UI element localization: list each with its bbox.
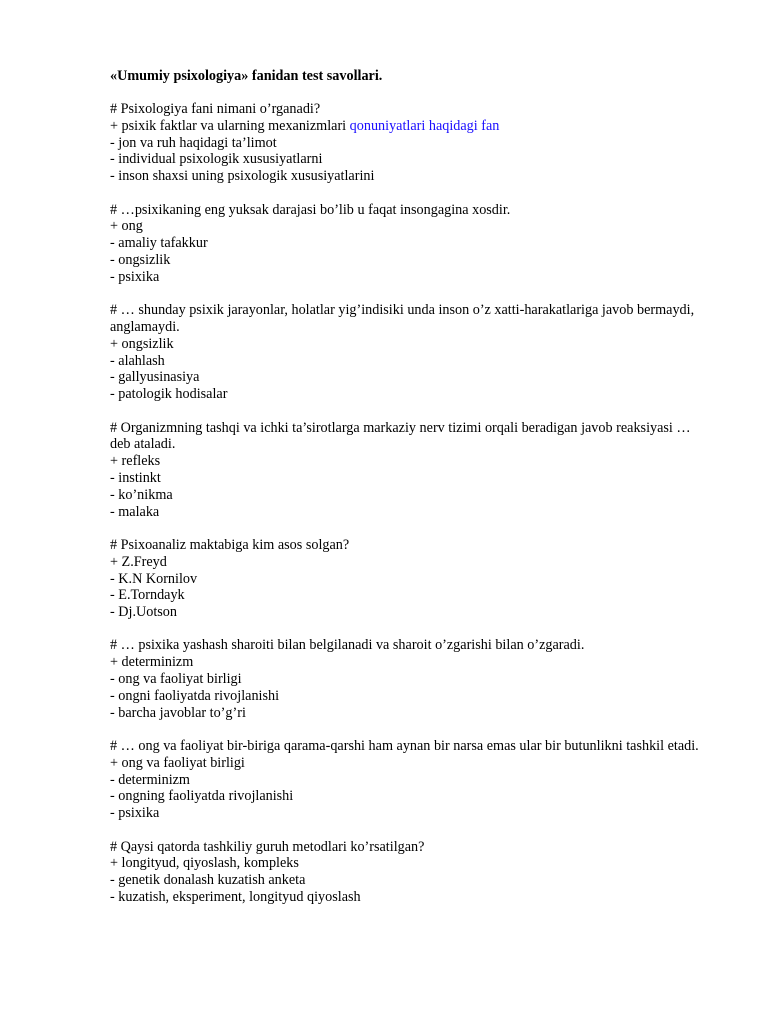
correct-answer: + determinizm <box>110 654 194 671</box>
answer-option: - jon va ruh haqidagi ta’limot <box>110 134 277 151</box>
answer-option: - ongsizlik <box>110 251 171 268</box>
question-block-4 <box>110 420 700 521</box>
question-block-5 <box>110 537 700 621</box>
question-text: # Psixologiya fani nimani o’rganadi? <box>110 101 321 117</box>
hyperlink-text[interactable]: qonuniyatlari haqidagi fan <box>349 117 500 134</box>
question-block-2 <box>110 202 700 286</box>
correct-answer: + longityud, qiyoslash, kompleks <box>110 855 299 872</box>
answer-option: - ongning faoliyatda rivojlanishi <box>110 788 294 805</box>
correct-answer-text: + psixik faktlar va ularning mexanizmlari <box>110 117 350 134</box>
question-block-1 <box>110 101 700 185</box>
answer-option: - malaka <box>110 503 160 520</box>
correct-answer: + Z.Freyd <box>110 553 167 570</box>
question-text: # Qaysi qatorda tashkiliy guruh metodlari ko’rsatilgan? <box>110 838 425 855</box>
question-text: # … psixika yashash sharoiti bilan belgilanadi va sharoit o’zgarishi bilan o’zgaradi. <box>110 637 585 654</box>
correct-answer: + refleks <box>110 453 161 470</box>
answer-option: - alahlash <box>110 352 165 369</box>
answer-option: - E.Torndayk <box>110 587 185 604</box>
answer-option: - gallyusinasiya <box>110 369 200 386</box>
answer-option: - psixika <box>110 805 160 822</box>
answer-option: - psixika <box>110 268 160 285</box>
answer-option: - amaliy tafakkur <box>110 235 208 252</box>
question-block-7 <box>110 738 700 822</box>
document-page <box>110 68 700 906</box>
document-title: «Umumiy psixologiya» fanidan test savollari. <box>110 68 383 84</box>
answer-option: - instinkt <box>110 469 161 486</box>
correct-answer <box>110 118 700 135</box>
question-text: # Organizmning tashqi va ichki ta’sirotlarga markaziy nerv tizimi orqali beradigan javob reaksiyasi …deb ataladi. <box>110 419 691 453</box>
question-text: # … shunday psixik jarayonlar, holatlar yig’indisiki unda inson o’z xatti-harakatlariga javob bermaydi, anglamaydi. <box>110 302 695 335</box>
answer-option: - kuzatish, eksperiment, longityud qiyoslash <box>110 889 361 906</box>
correct-answer: + ong va faoliyat birligi <box>110 754 245 771</box>
question-text: # … ong va faoliyat bir-biriga qarama-qarshi ham aynan bir narsa emas ular bir butunlikni tashkil etadi. <box>110 738 699 755</box>
answer-option: - ong va faoliyat birligi <box>110 671 242 688</box>
answer-option: - genetik donalash kuzatish anketa <box>110 872 306 889</box>
answer-option: - inson shaxsi uning psixologik xususiyatlarini <box>110 168 375 185</box>
answer-option: - ko’nikma <box>110 486 173 503</box>
question-text: # …psixikaning eng yuksak darajasi bo’lib u faqat insongagina xosdir. <box>110 201 511 218</box>
question-block-3 <box>110 302 700 403</box>
answer-option: - ongni faoliyatda rivojlanishi <box>110 687 280 704</box>
answer-option: - determinizm <box>110 771 190 788</box>
answer-option: - barcha javoblar to’g’ri <box>110 704 246 721</box>
answer-option: - individual psixologik xususiyatlarni <box>110 151 323 168</box>
question-text: # Psixoanaliz maktabiga kim asos solgan? <box>110 536 350 553</box>
question-block-6 <box>110 637 700 721</box>
question-block-8 <box>110 839 700 906</box>
answer-option: - K.N Kornilov <box>110 570 198 587</box>
correct-answer: + ongsizlik <box>110 335 174 352</box>
correct-answer: + ong <box>110 218 143 235</box>
answer-option: - Dj.Uotson <box>110 604 177 621</box>
answer-option: - patologik hodisalar <box>110 386 228 403</box>
